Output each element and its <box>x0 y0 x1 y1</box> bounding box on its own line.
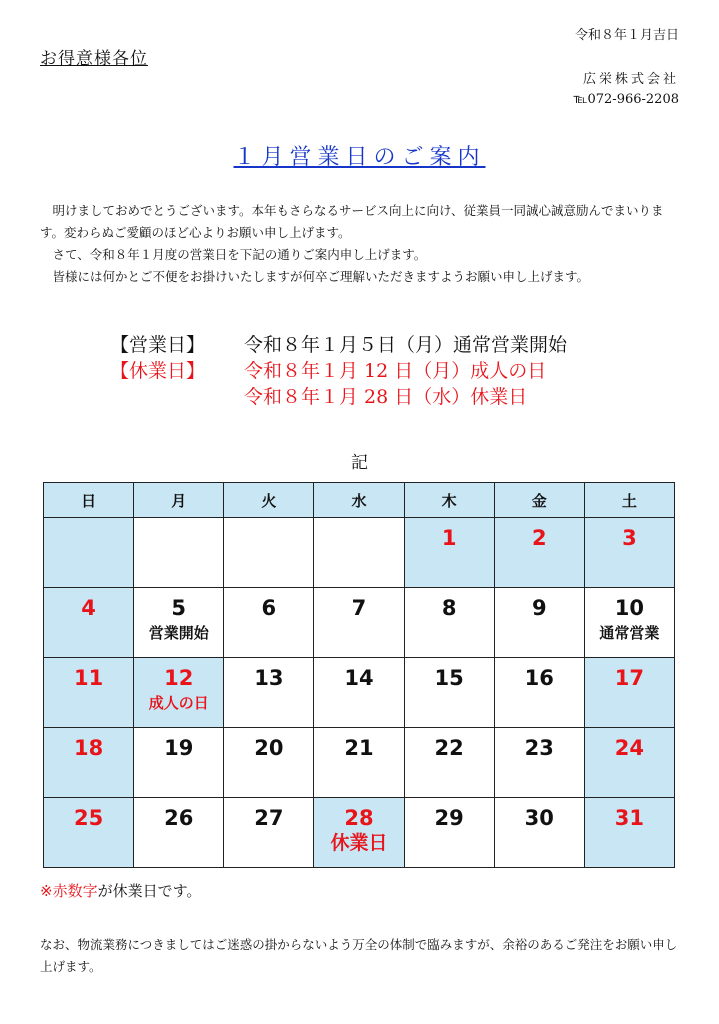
day-number: 2 <box>531 526 547 550</box>
greeting-paragraph-1: 明けましておめでとうございます。本年もさらなるサービス向上に向け、従業員一同誠心誠意励んでまいります。変わらぬご愛顧のほど心よりお願い申し上げます。 <box>40 203 664 240</box>
day-number: 10 <box>614 596 645 620</box>
legend-note <box>40 880 201 901</box>
day-number: 30 <box>524 806 554 830</box>
holiday-label: 【休業日】 <box>110 360 206 382</box>
calendar-week-row <box>44 588 675 658</box>
calendar-day-cell <box>314 658 404 728</box>
calendar-day-cell <box>224 728 314 798</box>
calendar-day-cell <box>404 728 494 798</box>
day-number: 22 <box>434 736 464 760</box>
page-title <box>0 140 719 171</box>
footer-note: なお、物流業務につきましてはご迷惑の掛からないよう万全の体制で臨みますが、余裕のあるご発注をお願い申し上げます。 <box>40 937 678 974</box>
holiday-text-2: 令和８年１月 28 日（水）休業日 <box>244 386 528 408</box>
calendar-week-row <box>44 658 675 728</box>
calendar-day-cell <box>404 518 494 588</box>
day-note: 休業日 <box>330 832 388 854</box>
calendar-day-cell <box>584 518 674 588</box>
weekday-header: 木 <box>404 483 494 518</box>
day-number: 25 <box>73 806 104 830</box>
day-number: 15 <box>434 666 464 690</box>
day-number: 19 <box>164 736 194 760</box>
weekday-header: 火 <box>224 483 314 518</box>
recipient-line: お得意様各位 <box>40 49 148 69</box>
calendar-week-row <box>44 518 675 588</box>
weekday-header: 土 <box>584 483 674 518</box>
calendar-day-cell <box>44 588 134 658</box>
day-number: 17 <box>614 666 645 690</box>
calendar-day-cell <box>224 518 314 588</box>
holiday-text-1: 令和８年１月 12 日（月）成人の日 <box>244 360 547 382</box>
calendar-day-cell <box>44 658 134 728</box>
company-tel: ℡072-966-2208 <box>573 92 679 107</box>
ki-heading: 記 <box>351 453 368 473</box>
day-number: 26 <box>164 806 194 830</box>
greeting-paragraph-2: さて、令和８年１月度の営業日を下記の通りご案内申し上げます。 <box>52 247 427 262</box>
calendar-day-cell <box>494 798 584 868</box>
calendar-day-cell <box>494 728 584 798</box>
day-number: 21 <box>344 736 374 760</box>
calendar-day-cell <box>404 588 494 658</box>
calendar-day-cell <box>134 518 224 588</box>
calendar-day-cell <box>314 518 404 588</box>
calendar-week-row <box>44 728 675 798</box>
day-number: 11 <box>73 666 104 690</box>
day-number: 7 <box>351 596 367 620</box>
day-number: 1 <box>441 526 457 550</box>
day-number: 16 <box>524 666 554 690</box>
calendar-body <box>44 518 675 868</box>
weekday-header: 日 <box>44 483 134 518</box>
calendar-day-cell <box>314 588 404 658</box>
page-title-text: １月営業日のご案内 <box>233 145 486 170</box>
day-number: 12 <box>164 666 194 690</box>
legend-rest: が休業日です。 <box>97 882 202 900</box>
calendar-day-cell <box>494 518 584 588</box>
calendar-day-cell <box>134 798 224 868</box>
issue-date: 令和８年１月吉日 <box>574 28 679 43</box>
calendar-day-cell <box>134 658 224 728</box>
schedule-summary <box>110 332 567 410</box>
calendar-day-cell <box>584 798 674 868</box>
calendar-day-cell <box>584 588 674 658</box>
day-number: 13 <box>254 666 284 690</box>
calendar-day-cell <box>494 658 584 728</box>
calendar-day-cell <box>134 588 224 658</box>
day-note: 通常営業 <box>599 624 660 642</box>
calendar-day-cell <box>134 728 224 798</box>
business-day-text: 令和８年１月５日（月）通常営業開始 <box>244 334 568 356</box>
day-number <box>314 518 403 525</box>
day-number: 29 <box>434 806 464 830</box>
company-name: 広栄株式会社 <box>582 72 679 87</box>
day-number: 9 <box>531 596 547 620</box>
holiday-row-2 <box>110 384 567 410</box>
calendar-day-cell <box>224 658 314 728</box>
day-number: 4 <box>81 596 96 620</box>
day-number: 3 <box>622 526 637 550</box>
day-number <box>224 518 313 525</box>
day-note: 営業開始 <box>148 624 209 642</box>
calendar-day-cell <box>314 798 404 868</box>
day-number: 20 <box>254 736 284 760</box>
weekday-header: 水 <box>314 483 404 518</box>
day-number: 8 <box>441 596 457 620</box>
day-number: 6 <box>261 596 277 620</box>
day-note: 成人の日 <box>148 694 209 712</box>
day-number: 14 <box>344 666 374 690</box>
day-number <box>44 518 133 525</box>
calendar-day-cell <box>584 658 674 728</box>
day-number <box>134 518 223 525</box>
day-number: 18 <box>73 736 104 760</box>
calendar-day-cell <box>314 728 404 798</box>
calendar-day-cell <box>404 798 494 868</box>
calendar-day-cell <box>494 588 584 658</box>
calendar-day-cell <box>44 728 134 798</box>
day-number: 28 <box>344 806 374 830</box>
calendar-header-row <box>44 483 675 518</box>
january-calendar <box>43 482 675 868</box>
day-number: 31 <box>614 806 645 830</box>
day-number: 5 <box>171 596 187 620</box>
greeting-body <box>40 200 684 288</box>
calendar-day-cell <box>224 798 314 868</box>
weekday-header: 月 <box>134 483 224 518</box>
holiday-row-1 <box>110 358 567 384</box>
day-number: 24 <box>614 736 645 760</box>
greeting-paragraph-3: 皆様には何かとご不便をお掛けいたしますが何卒ご理解いただきますようお願い申し上げます。 <box>52 269 590 284</box>
calendar-day-cell <box>224 588 314 658</box>
day-number: 27 <box>254 806 284 830</box>
calendar-week-row <box>44 798 675 868</box>
calendar-day-cell <box>44 518 134 588</box>
day-number: 23 <box>524 736 554 760</box>
calendar-day-cell <box>404 658 494 728</box>
legend-mark: ※赤数字 <box>40 882 98 900</box>
business-day-label: 【営業日】 <box>110 334 206 356</box>
business-day-row <box>110 332 567 358</box>
weekday-header: 金 <box>494 483 584 518</box>
calendar-day-cell <box>44 798 134 868</box>
calendar-day-cell <box>584 728 674 798</box>
